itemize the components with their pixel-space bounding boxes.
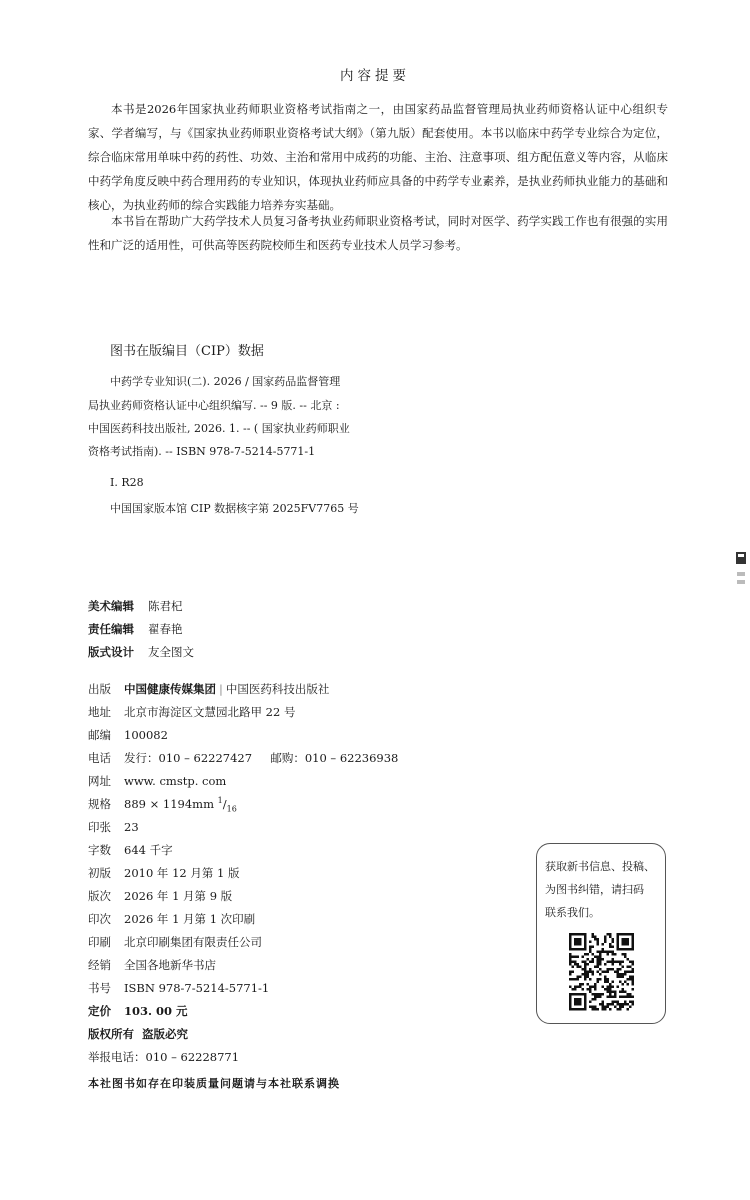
info-label: 版次 [88,889,111,903]
info-row [88,957,216,973]
staff-label: 责任编辑 [88,622,134,636]
info-label: 初版 [88,866,111,880]
info-label: 印刷 [88,935,111,949]
qr-code-icon[interactable] [569,933,634,1011]
publisher-name: 中国医药科技出版社 [225,682,330,696]
info-value: 北京印刷集团有限责任公司 [124,935,262,949]
info-value: 2010 年 12 月第 1 版 [124,866,240,880]
staff-value: 翟春艳 [148,622,183,636]
qr-text-line: 获取新书信息、投稿、 [545,860,655,873]
info-label: 电话 [88,751,111,765]
info-price [88,1003,188,1019]
info-value: 100082 [124,728,168,742]
info-label: 出版 [88,682,111,696]
summary-title: 内容提要 [340,68,410,84]
info-label: 规格 [88,797,111,811]
staff-label: 美术编辑 [88,599,134,613]
info-label: 经销 [88,958,111,972]
price-value: 103. 00 元 [124,1004,188,1018]
summary-paragraph-1: 本书是2026年国家执业药师职业资格考试指南之一，由国家药品监督管理局执业药师资格认证中心组织专家、学者编写，与《国家执业药师职业资格考试大纲》（第九版）配套使用。本书以临床中药学专业综合为定位，综合临床常用单味中药的药性、功效、主治和常用中成药的功能、主治、注意事项、组方配伍意义等内容，从临床中药学角度反映中药合理用药的专业知识，体现执业药师应具备的中药学专业素养，是执业药师执业能力的基础和核心，为执业药师的综合实践能力培养夯实基础。 [88,102,668,212]
staff-label: 版式设计 [88,645,134,659]
info-row [88,888,232,904]
cip-line: 中药学专业知识(二). 2026 / 国家药品监督管理 [110,375,341,388]
info-format [88,796,237,813]
info-row [88,727,168,743]
cip-line: 局执业药师资格认证中心组织编写. -- 9 版. -- 北京 : [88,399,340,412]
info-row [88,911,255,927]
info-label: 书号 [88,981,111,995]
staff-art-editor [88,598,183,614]
side-mark-icon [735,550,747,590]
info-row [88,865,240,881]
info-label: 印张 [88,820,111,834]
info-label: 印次 [88,912,111,926]
staff-responsible-editor [88,621,183,637]
info-value: 23 [124,820,139,834]
rights-value: 盗版必究 [142,1027,189,1041]
staff-value: 友全图文 [148,645,194,659]
staff-value: 陈君杞 [148,599,183,613]
cip-classification: Ⅰ. R28 [110,476,144,489]
cip-record: 中国国家版本馆 CIP 数据核字第 2025FV7765 号 [110,502,359,515]
info-value: 北京市海淀区文慧园北路甲 22 号 [124,705,296,719]
info-label: 邮编 [88,728,111,742]
format-slash: / [222,797,227,811]
cip-heading: 图书在版编目（CIP）数据 [110,344,264,359]
summary-paragraph-2: 本书旨在帮助广大药学技术人员复习备考执业药师职业资格考试，同时对医学、药学实践工作也有很强的实用性和广泛的适用性，可供高等医药院校师生和医药专业技术人员学习参考。 [88,214,668,252]
info-value: ISBN 978-7-5214-5771-1 [124,981,270,995]
info-row [88,980,269,996]
qr-text-line: 为图书纠错，请扫码 [545,883,644,896]
info-label: 地址 [88,705,111,719]
format-numerator: 1 [217,796,223,806]
price-label: 定价 [88,1004,111,1018]
info-row [88,704,295,720]
info-publisher [88,681,329,697]
publisher-group: 中国健康传媒集团 [124,682,216,696]
format-denominator: 16 [226,804,237,814]
info-value: 发行：010 – 62227427 邮购：010 – 62236938 [124,751,399,765]
info-row [88,842,173,858]
info-value: 644 千字 [124,843,173,857]
info-row [88,934,262,950]
cip-line: 资格考试指南). -- ISBN 978-7-5214-5771-1 [88,445,316,458]
info-value: 2026 年 1 月第 9 版 [124,889,233,903]
rights-notice [88,1026,188,1042]
info-row [88,773,226,789]
info-label: 网址 [88,774,111,788]
info-row [88,750,398,766]
rights-label: 版权所有 [88,1027,134,1041]
info-row [88,819,139,835]
info-value: 2026 年 1 月第 1 次印刷 [124,912,256,926]
staff-layout-design [88,644,194,660]
cip-line: 中国医药科技出版社, 2026. 1. -- ( 国家执业药师职业 [88,422,350,435]
report-phone: 举报电话：010 – 62228771 [88,1050,240,1064]
publisher-separator: | [219,682,223,696]
quality-notice: 本社图书如存在印装质量问题请与本社联系调换 [88,1077,340,1090]
info-label: 字数 [88,843,111,857]
info-value: 全国各地新华书店 [124,958,216,972]
qr-text-line: 联系我们。 [545,906,600,919]
info-value: www. cmstp. com [124,774,227,788]
format-base: 889 × 1194mm [124,797,214,811]
